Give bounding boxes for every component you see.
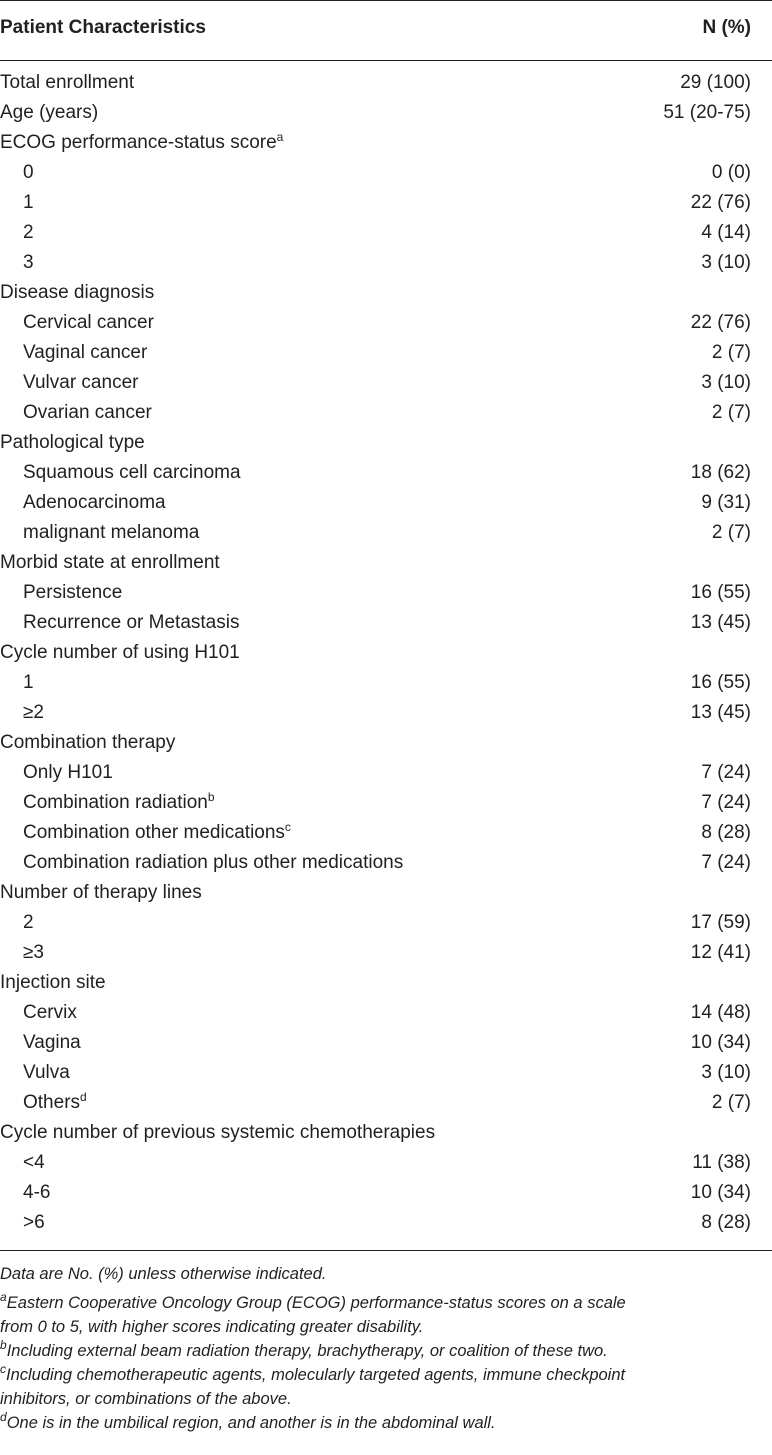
row-value: 4 (14): [701, 222, 751, 243]
row-value: 29 (100): [680, 72, 751, 93]
row-value: 17 (59): [690, 912, 751, 933]
row-label: Combination radiation$^b$: [23, 790, 215, 813]
row-value: 3 (10): [701, 1062, 751, 1083]
table-row: [0, 1028, 772, 1058]
table-body: [0, 68, 772, 1238]
table-row: [0, 518, 772, 548]
row-value: 13 (45): [690, 612, 751, 633]
table-row: [0, 1058, 772, 1088]
table-row-category: [0, 728, 772, 758]
row-label: Injection site: [0, 972, 106, 993]
footnote-c-line-2: inhibitors, or combinations of the above.: [0, 1390, 292, 1408]
row-value: 10 (34): [690, 1182, 751, 1203]
footnote-b-mark: b: [0, 1338, 7, 1352]
row-value: 8 (28): [701, 822, 751, 843]
table-row: [0, 938, 772, 968]
row-value: 16 (55): [690, 582, 751, 603]
footnote-general: Data are No. (%) unless otherwise indicated.: [0, 1265, 327, 1283]
header-characteristics: Patient Characteristics: [0, 17, 206, 38]
table-row-category: [0, 548, 772, 578]
table-row: [0, 218, 772, 248]
table-row: [0, 668, 772, 698]
row-label: 2: [23, 912, 34, 933]
row-value: 8 (28): [701, 1212, 751, 1233]
table-row-category: [0, 428, 772, 458]
row-label: Cycle number of using H101: [0, 642, 240, 663]
footnote-a-mark: a: [0, 1290, 7, 1304]
row-label: Vagina: [23, 1032, 81, 1053]
row-label: Vulva: [23, 1062, 70, 1083]
row-label: Combination other medications$^c$: [23, 820, 291, 843]
table-row: [0, 1208, 772, 1238]
row-value: 0 (0): [711, 162, 751, 183]
row-value: 7 (24): [701, 792, 751, 813]
table-row: [0, 368, 772, 398]
row-value: 16 (55): [690, 672, 751, 693]
table-bottom-rule: [0, 1250, 772, 1251]
table-footnotes: [0, 1262, 772, 1435]
table-row: [0, 488, 772, 518]
table-row: [0, 158, 772, 188]
table-row: [0, 578, 772, 608]
table-row: [0, 758, 772, 788]
footnote-a-line-1: $^a$Eastern Cooperative Oncology Group (ECOG) performance-status scores on a scale: [0, 1290, 626, 1312]
row-value: 10 (34): [690, 1032, 751, 1053]
row-value: 3 (10): [701, 252, 751, 273]
row-label: ≥2: [23, 702, 44, 723]
row-label: Others$^d$: [23, 1090, 87, 1113]
footnote-mark: b: [207, 790, 215, 804]
table-row: [0, 788, 772, 818]
row-label: Cervix: [23, 1002, 77, 1023]
row-label: Only H101: [23, 762, 113, 783]
table-row: [0, 848, 772, 878]
row-label: Combination radiation plus other medications: [23, 852, 404, 873]
row-label: Recurrence or Metastasis: [23, 612, 240, 633]
row-label: 4-6: [23, 1182, 51, 1203]
table-header-rule: [0, 60, 772, 61]
header-n-percent: N (%): [702, 17, 751, 38]
row-label: 3: [23, 252, 34, 273]
row-value: 22 (76): [690, 312, 751, 333]
row-label: 1: [23, 192, 34, 213]
table-row: [0, 398, 772, 428]
footnote-b: $^b$Including external beam radiation therapy, brachytherapy, or coalition of these two.: [0, 1338, 608, 1360]
row-label: Pathological type: [0, 432, 145, 453]
table-row: [0, 698, 772, 728]
row-label: Cervical cancer: [23, 312, 154, 333]
row-label: Disease diagnosis: [0, 282, 155, 303]
table-row-category: [0, 878, 772, 908]
row-value: 7 (24): [701, 852, 751, 873]
row-value: 2 (7): [711, 342, 751, 363]
footnote-a-line-2: from 0 to 5, with higher scores indicating greater disability.: [0, 1318, 424, 1336]
row-label: malignant melanoma: [23, 522, 200, 543]
table-row: [0, 308, 772, 338]
row-label: Age (years): [0, 102, 99, 123]
row-value: 12 (41): [690, 942, 751, 963]
row-label: Persistence: [23, 582, 123, 603]
row-label: Ovarian cancer: [23, 402, 152, 423]
row-label: Combination therapy: [0, 732, 176, 753]
row-label: ≥3: [23, 942, 44, 963]
table-row: [0, 458, 772, 488]
table-row-category: [0, 128, 772, 158]
table-row: [0, 1148, 772, 1178]
row-value: 51 (20-75): [663, 102, 751, 123]
row-label: 0: [23, 162, 34, 183]
row-label: >6: [23, 1212, 45, 1233]
footnote-mark: d: [80, 1090, 87, 1104]
table-row-category: [0, 98, 772, 128]
table-row: [0, 818, 772, 848]
row-label: <4: [23, 1152, 45, 1173]
table-row: [0, 1178, 772, 1208]
row-label: Morbid state at enrollment: [0, 552, 220, 573]
footnote-d-mark: d: [0, 1410, 7, 1424]
table-row: [0, 608, 772, 638]
row-value: 18 (62): [690, 462, 751, 483]
table-row: [0, 338, 772, 368]
table-row: [0, 248, 772, 278]
row-value: 2 (7): [711, 402, 751, 423]
table-row-category: [0, 968, 772, 998]
row-label: Adenocarcinoma: [23, 492, 166, 513]
row-value: 14 (48): [690, 1002, 751, 1023]
row-label: Vulvar cancer: [23, 372, 139, 393]
footnote-mark: a: [276, 130, 284, 144]
table-row-category: [0, 278, 772, 308]
row-label: 1: [23, 672, 34, 693]
row-value: 22 (76): [690, 192, 751, 213]
row-label: Cycle number of previous systemic chemotherapies: [0, 1122, 436, 1143]
footnote-c-line-1: $^c$Including chemotherapeutic agents, molecularly targeted agents, immune checkpoint: [0, 1362, 626, 1384]
row-label: ECOG performance-status score$^a$: [0, 130, 284, 153]
footnote-c-mark: c: [0, 1362, 6, 1376]
row-label: Squamous cell carcinoma: [23, 462, 241, 483]
table-row: [0, 998, 772, 1028]
table-row-category: [0, 638, 772, 668]
row-label: Number of therapy lines: [0, 882, 202, 903]
row-label: Vaginal cancer: [23, 342, 148, 363]
row-label: 2: [23, 222, 34, 243]
row-value: 9 (31): [701, 492, 751, 513]
footnote-d: $^d$One is in the umbilical region, and another is in the abdominal wall.: [0, 1410, 496, 1432]
row-value: 13 (45): [690, 702, 751, 723]
table-row: [0, 1088, 772, 1118]
table-row-category: [0, 1118, 772, 1148]
row-label: Total enrollment: [0, 72, 135, 93]
footnote-mark: c: [284, 820, 291, 834]
row-value: 3 (10): [701, 372, 751, 393]
table-row-category: [0, 68, 772, 98]
table-header: [0, 0, 772, 60]
row-value: 2 (7): [711, 1092, 751, 1113]
row-value: 7 (24): [701, 762, 751, 783]
row-value: 2 (7): [711, 522, 751, 543]
row-value: 11 (38): [692, 1152, 751, 1173]
table-row: [0, 188, 772, 218]
table-row: [0, 908, 772, 938]
